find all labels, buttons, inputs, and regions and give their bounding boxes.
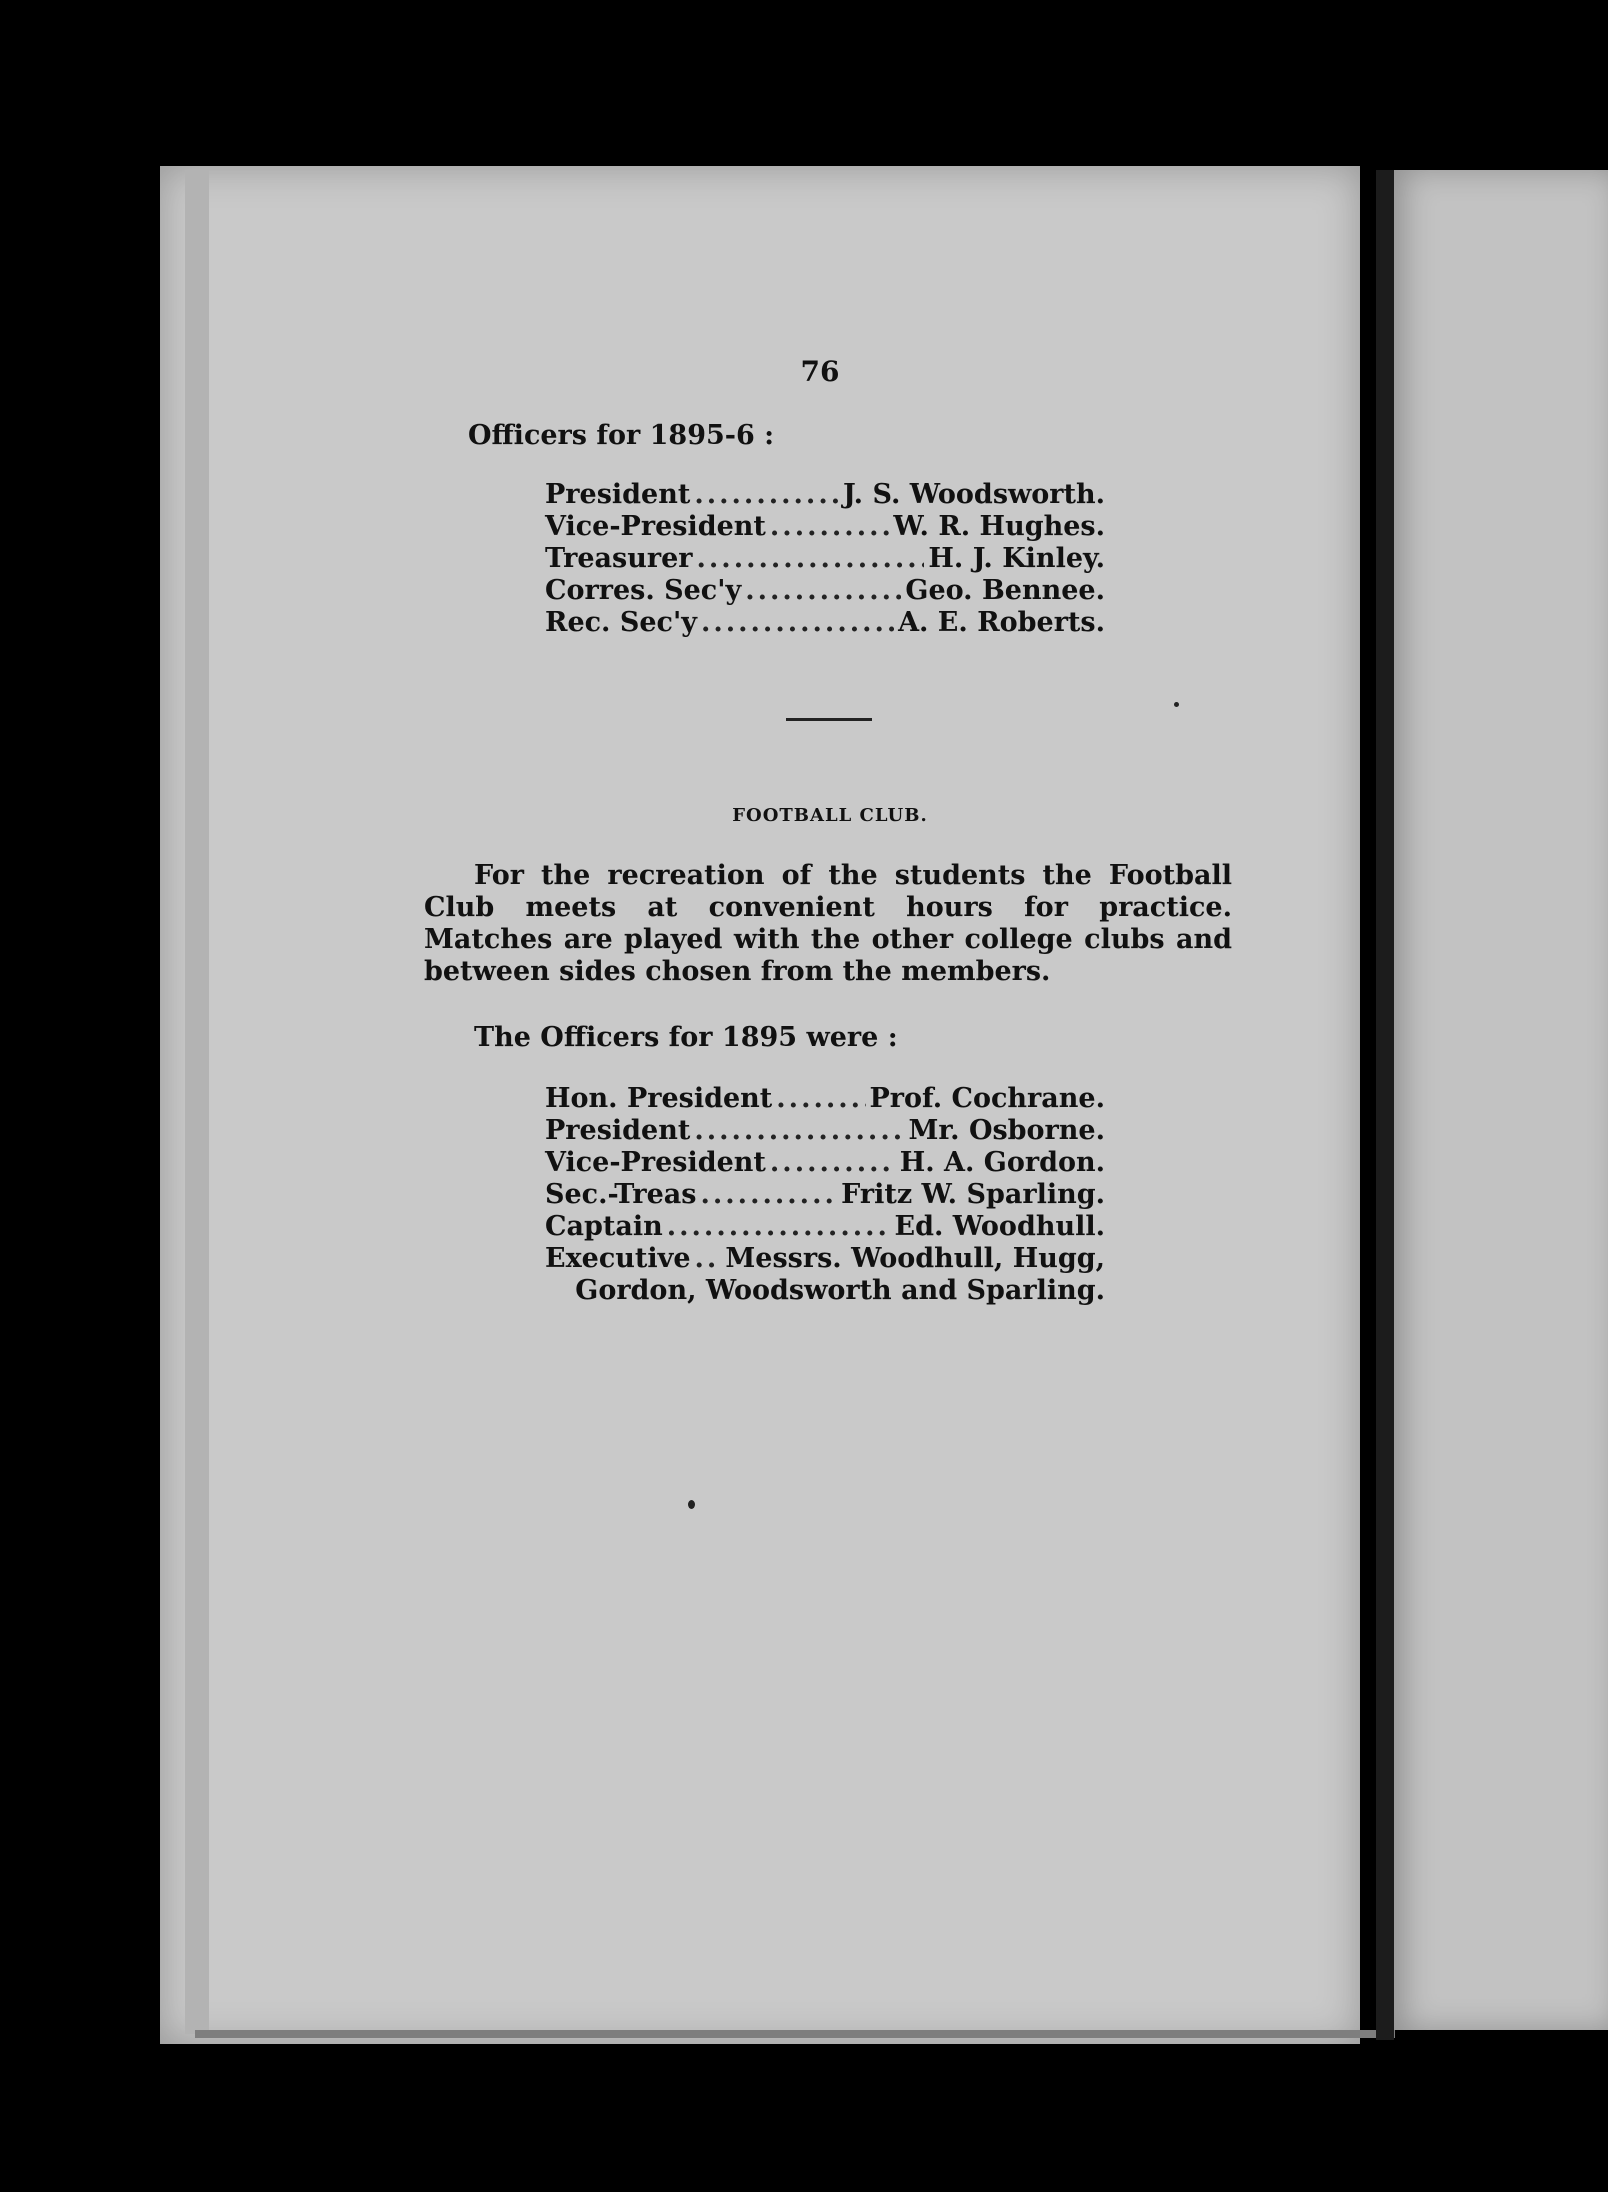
leader-dots — [697, 543, 925, 575]
officer-role: Executive — [545, 1243, 691, 1274]
leader-dots — [770, 511, 890, 543]
leader-dots — [694, 479, 839, 511]
leader-dots — [745, 575, 901, 607]
officers-list — [545, 479, 1105, 639]
officer-row — [545, 1083, 1105, 1115]
officer-role: Vice-President — [545, 511, 766, 542]
officer-name: Prof. Cochrane. — [869, 1083, 1105, 1114]
officer-name: H. J. Kinley. — [928, 543, 1105, 574]
officer-row — [545, 1211, 1105, 1243]
officer-row — [545, 575, 1105, 607]
leader-dots — [700, 1179, 837, 1211]
officer-role: President — [545, 1115, 691, 1146]
leader-dots — [667, 1211, 891, 1243]
officer-name: W. R. Hughes. — [893, 511, 1105, 542]
body-paragraph: For the recreation of the students the Football Club meets at convenient hours for practice. Matches are played with the other college clubs and between sides chosen from the members. — [424, 860, 1232, 987]
officer-name: Geo. Bennee. — [905, 575, 1105, 606]
officer-role: Hon. President — [545, 1083, 773, 1114]
leader-dots — [776, 1083, 865, 1115]
section-title: FOOTBALL CLUB. — [732, 805, 928, 826]
officer-row — [545, 479, 1105, 511]
officer-name: H. A. Gordon. — [899, 1147, 1105, 1178]
leader-dots — [701, 607, 894, 639]
officer-row — [545, 1179, 1105, 1211]
football-officers-list — [545, 1083, 1105, 1307]
executive-continuation: Gordon, Woodsworth and Sparling. — [575, 1275, 1105, 1306]
officer-role: Rec. Sec'y — [545, 607, 697, 638]
officers-heading: Officers for 1895-6 : — [468, 420, 775, 451]
section-divider — [786, 718, 872, 721]
officer-name: A. E. Roberts. — [898, 607, 1105, 638]
officer-name: Messrs. Woodhull, Hugg, — [725, 1243, 1105, 1274]
officer-role: Captain — [545, 1211, 663, 1242]
officer-row — [545, 1115, 1105, 1147]
officer-name: Ed. Woodhull. — [894, 1211, 1105, 1242]
ink-speck — [688, 1500, 695, 1509]
officer-row — [545, 543, 1105, 575]
leader-dots — [695, 1243, 722, 1275]
page-number: 76 — [800, 355, 840, 388]
officer-role: Sec.-Treas — [545, 1179, 697, 1210]
officer-role: President — [545, 479, 691, 510]
officers-1895-heading: The Officers for 1895 were : — [474, 1022, 898, 1053]
officer-row — [545, 607, 1105, 639]
officer-row — [545, 511, 1105, 543]
officer-role: Vice-President — [545, 1147, 766, 1178]
officer-name: J. S. Woodsworth. — [842, 479, 1105, 510]
leader-dots — [770, 1147, 896, 1179]
officer-name: Mr. Osborne. — [908, 1115, 1105, 1146]
officer-name: Fritz W. Sparling. — [841, 1179, 1105, 1210]
officer-role: Treasurer — [545, 543, 693, 574]
officer-row — [545, 1243, 1105, 1275]
leader-dots — [694, 1115, 904, 1147]
officer-role: Corres. Sec'y — [545, 575, 742, 606]
officer-row — [545, 1147, 1105, 1179]
ink-speck — [1174, 702, 1179, 707]
